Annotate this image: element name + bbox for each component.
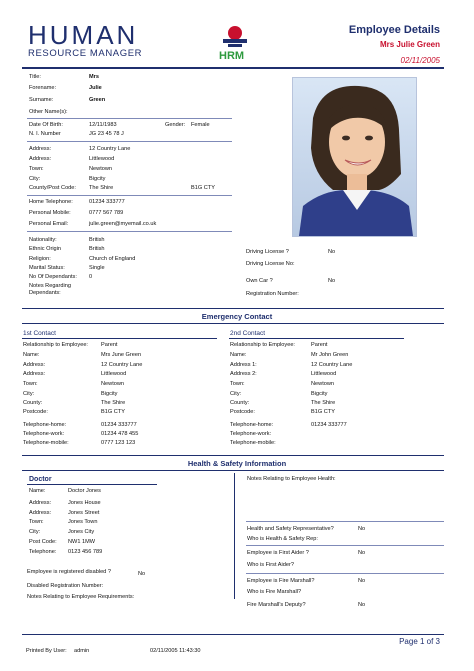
hs-rep-label: Health and Safety Representative?	[247, 526, 334, 532]
ec2-tel-home-label: Telephone-home:	[230, 422, 274, 428]
disabled-label: Employee is registered disabled ?	[27, 569, 111, 575]
fire-marshall-label: Employee is Fire Marshall?	[247, 578, 315, 584]
marital-label: Marital Status:	[29, 265, 65, 271]
ec1-name-label: Name:	[23, 352, 40, 358]
ni-value: JG 23 45 78 J	[89, 131, 124, 137]
hrm-logo	[214, 24, 256, 66]
mobile-label: Personal Mobile:	[29, 210, 71, 216]
email-label: Personal Email:	[29, 221, 69, 227]
gender-label: Gender:	[165, 122, 186, 128]
ec2-relationship-label: Relationship to Employee:	[230, 342, 295, 348]
gender-value: Female	[191, 122, 210, 128]
forename-value: Julie	[89, 85, 102, 91]
ec1-address2-value: Littlewood	[101, 371, 127, 377]
dob-label: Date Of Birth:	[29, 122, 63, 128]
doctor-tel-label: Telephone:	[29, 549, 57, 555]
footer-divider	[22, 634, 444, 635]
registration-label: Registration Number:	[246, 291, 299, 297]
ec2-address2-label: Address 2:	[230, 371, 257, 377]
header-divider	[22, 67, 444, 69]
dob-value: 12/11/1983	[89, 122, 117, 128]
employee-name-heading: Mrs Julie Green	[379, 40, 440, 49]
logo-line-1: HUMAN	[28, 20, 139, 50]
doctor-city-label: City:	[29, 529, 41, 535]
ec1-tel-work-label: Telephone-work:	[23, 431, 65, 437]
doctor-postcode-label: Post Code:	[29, 539, 57, 545]
doctor-name-label: Name:	[29, 488, 46, 494]
ec2-county-value: The Shire	[311, 400, 336, 406]
doctor-address1-label: Address:	[29, 500, 52, 506]
employee-portrait-icon	[293, 78, 416, 236]
title-value: Mrs	[89, 74, 99, 80]
other-names-label: Other Name(s):	[29, 109, 68, 115]
ec1-county-value: The Shire	[101, 400, 126, 406]
ec1-town-value: Newtown	[101, 381, 125, 387]
forename-label: Forename:	[29, 85, 57, 91]
first-contact-heading: 1st Contact	[23, 330, 56, 337]
company-logo	[28, 22, 158, 62]
nationality-value: British	[89, 237, 105, 243]
first-aider-label: Employee is First Aider ?	[247, 550, 309, 556]
ec2-postcode-label: Postcode:	[230, 409, 255, 415]
printed-by-value: admin	[74, 648, 90, 654]
ethnic-value: British	[89, 246, 105, 252]
ec1-relationship-label: Relationship to Employee:	[23, 342, 88, 348]
ec2-tel-mobile-label: Telephone-mobile:	[230, 440, 276, 446]
religion-label: Religion:	[29, 256, 51, 262]
printed-at-value: 02/11/2005 11:43:30	[150, 648, 201, 654]
home-tel-value: 01234 333777	[89, 199, 125, 205]
ec1-address2-label: Address:	[23, 371, 46, 377]
employee-requirements-label: Notes Relating to Employee Requirements:	[27, 594, 135, 600]
employee-photo	[292, 77, 417, 237]
doctor-address2-value: Jones Street	[68, 510, 100, 516]
religion-value: Church of England	[89, 256, 136, 262]
ec1-tel-home-value: 01234 333777	[101, 422, 137, 428]
who-first-aider-label: Who is First Aider?	[247, 562, 294, 568]
marital-value: Single	[89, 265, 105, 271]
address1-value: 12 Country Lane	[89, 146, 131, 152]
own-car-value: No	[328, 278, 336, 284]
printed-by-label: Printed By User:	[26, 648, 67, 654]
driving-licence-value: No	[328, 249, 336, 255]
surname-value: Green	[89, 97, 106, 103]
ec1-address1-value: 12 Country Lane	[101, 362, 143, 368]
ec1-name-value: Mrs June Green	[101, 352, 142, 358]
ni-label: N. I. Number	[29, 131, 61, 137]
page-number: Page 1 of 3	[399, 637, 440, 646]
fire-marshall-value: No	[358, 578, 366, 584]
ec2-name-value: Mr John Green	[311, 352, 349, 358]
emergency-contact-title: Emergency Contact	[201, 312, 273, 321]
doctor-town-label: Town:	[29, 519, 44, 525]
county-label: County/Post Code:	[29, 185, 76, 191]
disabled-value: No	[138, 571, 146, 577]
first-aider-value: No	[358, 550, 366, 556]
doctor-town-value: Jones Town	[68, 519, 98, 525]
ec1-county-label: County:	[23, 400, 43, 406]
city-label: City:	[29, 176, 41, 182]
title-label: Title:	[29, 74, 41, 80]
ec2-town-value: Newtown	[311, 381, 335, 387]
surname-label: Surname:	[29, 97, 54, 103]
fire-deputy-label: Fire Marshall's Deputy?	[247, 602, 306, 608]
document-title: Employee Details	[348, 24, 440, 36]
nationality-label: Nationality:	[29, 237, 57, 243]
doctor-heading: Doctor	[29, 476, 52, 483]
driving-licence-no-label: Driving License No:	[246, 261, 295, 267]
doctor-box	[22, 473, 235, 599]
doctor-city-value: Jones City	[68, 529, 95, 535]
ec2-tel-home-value: 01234 333777	[311, 422, 347, 428]
county-value: The Shire	[89, 185, 114, 191]
ec2-name-label: Name:	[230, 352, 247, 358]
dependants-value: 0	[89, 274, 93, 280]
ec1-city-value: Bigcity	[101, 391, 118, 397]
ec1-address1-label: Address:	[23, 362, 46, 368]
ec1-city-label: City:	[23, 391, 35, 397]
ec1-town-label: Town:	[23, 381, 38, 387]
ec2-tel-work-label: Telephone-work:	[230, 431, 272, 437]
ec2-city-value: Bigcity	[311, 391, 328, 397]
address1-label: Address:	[29, 146, 52, 152]
who-fire-marshall-label: Who is Fire Marshall?	[247, 589, 302, 595]
disabled-registration-label: Disabled Registration Number:	[27, 583, 104, 589]
logo-line-2: RESOURCE MANAGER	[28, 48, 143, 59]
dependants-notes-label: Notes Regarding Dependants:	[29, 283, 71, 296]
ec2-county-label: County:	[230, 400, 250, 406]
postcode-value: B1G CTY	[191, 185, 215, 191]
ec1-tel-home-label: Telephone-home:	[23, 422, 67, 428]
who-hs-rep-label: Who is Health & Safety Rep:	[247, 536, 318, 542]
city-value: Bigcity	[89, 176, 106, 182]
doctor-name-value: Doctor Jones	[68, 488, 101, 494]
second-contact-heading: 2nd Contact	[230, 330, 266, 337]
town-label: Town:	[29, 166, 44, 172]
ec2-address2-value: Littlewood	[311, 371, 337, 377]
ec2-address1-value: 12 Country Lane	[311, 362, 353, 368]
address2-value: Littlewood	[89, 156, 115, 162]
doctor-postcode-value: NW1 1MW	[68, 539, 96, 545]
town-value: Newtown	[89, 166, 113, 172]
doctor-address2-label: Address:	[29, 510, 52, 516]
ec1-postcode-value: B1G CTY	[101, 409, 125, 415]
ec2-address1-label: Address 1:	[230, 362, 257, 368]
ec2-town-label: Town:	[230, 381, 245, 387]
ec1-tel-mobile-label: Telephone-mobile:	[23, 440, 69, 446]
fire-deputy-value: No	[358, 602, 366, 608]
hs-rep-value: No	[358, 526, 366, 532]
ec1-tel-work-value: 01234 478 455	[101, 431, 139, 437]
own-car-label: Own Car ?	[246, 278, 273, 284]
ec1-postcode-label: Postcode:	[23, 409, 48, 415]
ec2-relationship-value: Parent	[311, 342, 328, 348]
ec1-relationship-value: Parent	[101, 342, 118, 348]
doctor-tel-value: 0123 456 789	[68, 549, 103, 555]
health-notes-label: Notes Relating to Employee Health:	[247, 476, 336, 482]
ethnic-label: Ethnic Origin	[29, 246, 62, 252]
document-date: 02/11/2005	[400, 56, 440, 65]
mobile-value: 0777 567 789	[89, 210, 124, 216]
address2-label: Address:	[29, 156, 52, 162]
hrm-logo-text: HRM	[219, 50, 245, 62]
ec1-tel-mobile-value: 0777 123 123	[101, 440, 136, 446]
home-tel-label: Home Telephone:	[29, 199, 73, 205]
health-safety-title: Health & Safety Information	[187, 459, 287, 468]
ec2-postcode-value: B1G CTY	[311, 409, 335, 415]
dependants-label: No Of Dependants:	[29, 274, 77, 280]
ec2-city-label: City:	[230, 391, 242, 397]
driving-licence-label: Driving License ?	[246, 249, 289, 255]
doctor-address1-value: Jones House	[68, 500, 101, 506]
email-value[interactable]: julie.green@myemail.co.uk	[89, 221, 157, 227]
